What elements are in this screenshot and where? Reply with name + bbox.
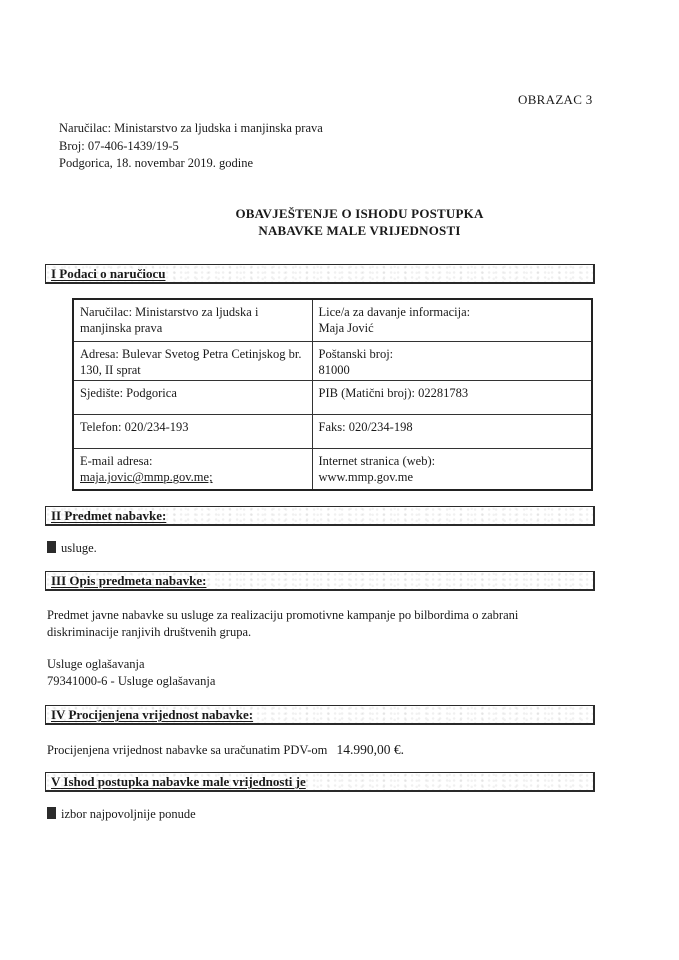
- table-cell: [73, 299, 312, 341]
- fax: Faks: 020/234-198: [318, 420, 413, 435]
- table-row: [73, 449, 592, 490]
- table-row: [73, 341, 592, 380]
- description-line-2: diskriminacije ranjivih društvenih grupa.: [47, 625, 252, 639]
- contact-value: Maja Jović: [318, 321, 374, 335]
- table-cell: [73, 341, 312, 380]
- web-label: Internet stranica (web):: [318, 454, 436, 469]
- cpv-title: Usluge oglašavanja: [47, 657, 145, 671]
- table-cell: [73, 380, 312, 414]
- table-cell: [312, 299, 592, 341]
- estimate-line: [47, 741, 404, 759]
- section-title: II Predmet nabavke:: [51, 508, 167, 523]
- section-outcome: [45, 772, 595, 792]
- contracting-name: Naručilac: Ministarstvo za ljudska i manjinska prava: [80, 305, 259, 335]
- contact-label: Lice/a za davanje informacija:: [318, 305, 471, 319]
- section-description: [45, 571, 595, 591]
- description-text: [47, 607, 518, 641]
- cpv-block: [47, 656, 215, 690]
- pib: PIB (Matični broj): 02281783: [318, 385, 469, 400]
- document-title: [0, 205, 679, 239]
- section-contracting-info: [45, 264, 595, 284]
- subject-type-text: usluge.: [61, 541, 97, 555]
- cpv-code: 79341000-6 - Usluge oglašavanja: [47, 674, 216, 688]
- section-title: V Ishod postupka nabavke male vrijednosti je: [51, 774, 306, 789]
- section-subject: [45, 506, 595, 526]
- document-number: Broj: 07-406-1439/19-5: [59, 138, 179, 153]
- seat: Sjedište: Podgorica: [80, 385, 177, 400]
- document-header: [59, 120, 323, 173]
- checkbox-checked-icon: [47, 541, 56, 553]
- form-code: OBRAZAC 3: [518, 92, 593, 107]
- title-line-1: OBAVJEŠTENJE O ISHODU POSTUPKA: [235, 206, 484, 221]
- postal-label: Poštanski broj:: [318, 346, 394, 361]
- table-cell: [312, 341, 592, 380]
- table-cell: [73, 449, 312, 490]
- estimate-text: Procijenjena vrijednost nabavke sa uračunatim PDV-om: [47, 743, 328, 757]
- table-cell: [73, 415, 312, 449]
- web-link[interactable]: www.mmp.gov.me: [318, 470, 414, 485]
- title-line-2: NABAVKE MALE VRIJEDNOSTI: [258, 223, 461, 238]
- section-title: I Podaci o naručiocu: [51, 266, 166, 281]
- phone: Telefon: 020/234-193: [80, 420, 189, 435]
- contracting-info-table: [72, 298, 593, 491]
- checkbox-checked-icon: [47, 807, 56, 819]
- contracting-authority: Naručilac: Ministarstvo za ljudska i manjinska prava: [59, 121, 323, 135]
- table-row: [73, 380, 592, 414]
- section-estimate: [45, 705, 595, 725]
- email-label: E-mail adresa:: [80, 454, 153, 469]
- place-date: Podgorica, 18. novembar 2019. godine: [59, 156, 254, 170]
- description-line-1: Predmet javne nabavke su usluge za realizaciju promotivne kampanje po bilbordima o zabrani: [47, 608, 519, 622]
- subject-type: [47, 540, 97, 557]
- outcome-line: [47, 806, 196, 823]
- table-row: [73, 299, 592, 341]
- postal-value: 81000: [318, 362, 350, 377]
- table-cell: [312, 449, 592, 490]
- table-cell: [312, 380, 592, 414]
- table-cell: [312, 415, 592, 449]
- section-title: IV Procijenjena vrijednost nabavke:: [51, 707, 254, 722]
- email-link[interactable]: maja.jovic@mmp.gov.me;: [80, 470, 213, 485]
- section-title: III Opis predmeta nabavke:: [51, 573, 207, 588]
- table-row: [73, 415, 592, 449]
- outcome-text: izbor najpovoljnije ponude: [61, 807, 196, 821]
- address: Adresa: Bulevar Svetog Petra Cetinjskog br. 130, II sprat: [80, 346, 302, 377]
- estimate-amount: 14.990,00 €.: [336, 742, 404, 757]
